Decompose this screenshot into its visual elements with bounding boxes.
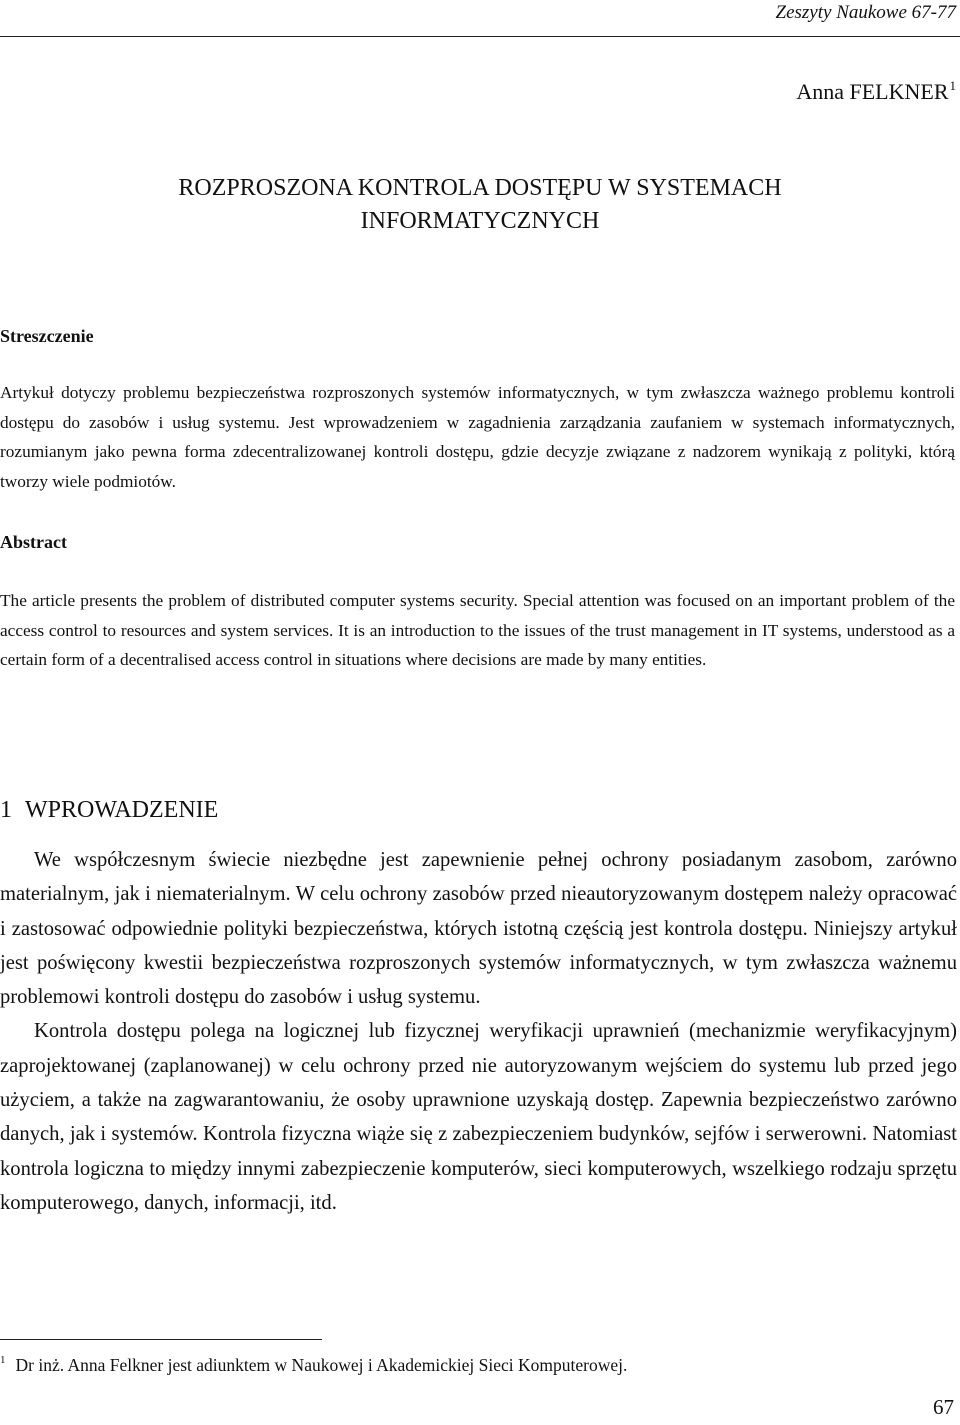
paragraph-2: Kontrola dostępu polega na logicznej lub fizycznej weryfikacji uprawnień (mechanizmie weryfikacyjnym) zaprojektowanej (zaplanowanej) w celu ochrony przed nie autoryzowanym wejściem do systemu lub przed jego użyciem, a także na zagwarantowaniu, że osoby uprawnione uzyskają dostęp. Zapewnia bezpieczeństwo zarówno danych, jak i systemów. Kontrola fizyczna wiąże się z zabezpieczeniem budynków, sejfów i serwerowni. Natomiast kontrola logiczna to między innymi zabezpieczenie komputerów, sieci komputerowych, wszelkiego rodzaju sprzętu komputerowego, danych, informacji, itd. xyxy=(0,1020,957,1214)
title-line-2: INFORMATYCZNYCH xyxy=(360,208,600,234)
footnote-rule xyxy=(0,1339,322,1340)
footnote-text: Dr inż. Anna Felkner jest adiunktem w Naukowej i Akademickiej Sieci Komputerowej. xyxy=(15,1355,628,1375)
paper-title xyxy=(0,172,960,238)
abstract-en-heading: Abstract xyxy=(0,532,67,552)
paragraph-1: We współczesnym świecie niezbędne jest zapewnienie pełnej ochrony posiadanym zasobom, zarówno materialnym, jak i niematerialnym. W celu ochrony zasobów przed nieautoryzowanym dostępem należy opracować i zastosować odpowiednie polityki bezpieczeństwa, których istotną częścią jest kontrola dostępu. Niniejszy artykuł jest poświęcony kwestii bezpieczeństwa rozproszonych systemów informatycznych, w tym zwłaszcza ważnemu problemowi kontroli dostępu do zasobów i usług systemu. xyxy=(0,849,957,1009)
footnote xyxy=(0,1354,627,1376)
footnote-mark: 1 xyxy=(0,1354,6,1366)
section-number: 1 xyxy=(0,797,12,823)
abstract-pl-text: Artykuł dotyczy problemu bezpieczeństwa rozproszonych systemów informatycznych, w tym zwłaszcza ważnego problemu kontroli dostępu do zasobów i usług systemu. Jest wprowadzeniem w zagadnienia zarządzania zaufaniem w systemach informatycznych, rozumianym jako pewna forma zdecentralizowanej kontroli dostępu, gdzie decyzje związane z nadzorem wynikają z polityki, którą tworzy wiele podmiotów. xyxy=(0,383,955,491)
section-title: WPROWADZENIE xyxy=(25,797,219,823)
running-head: Zeszyty Naukowe 67-77 xyxy=(775,2,956,23)
header-rule xyxy=(0,36,960,37)
author-name: Anna FELKNER xyxy=(796,79,949,104)
section-heading xyxy=(0,797,218,824)
abstract-pl-heading: Streszczenie xyxy=(0,326,94,346)
author-footnote-mark: 1 xyxy=(949,78,956,93)
page-number: 67 xyxy=(933,1395,954,1419)
author-line xyxy=(796,78,956,105)
body-text xyxy=(0,843,957,1220)
title-line-1: ROZPROSZONA KONTROLA DOSTĘPU W SYSTEMACH xyxy=(178,175,782,201)
abstract-en-text: The article presents the problem of distributed computer systems security. Special attention was focused on an important problem of the access control to resources and system services. It is an introduction to the issues of the trust management in IT systems, understood as a certain form of a decentralised access control in situations where decisions are made by many entities. xyxy=(0,591,955,669)
